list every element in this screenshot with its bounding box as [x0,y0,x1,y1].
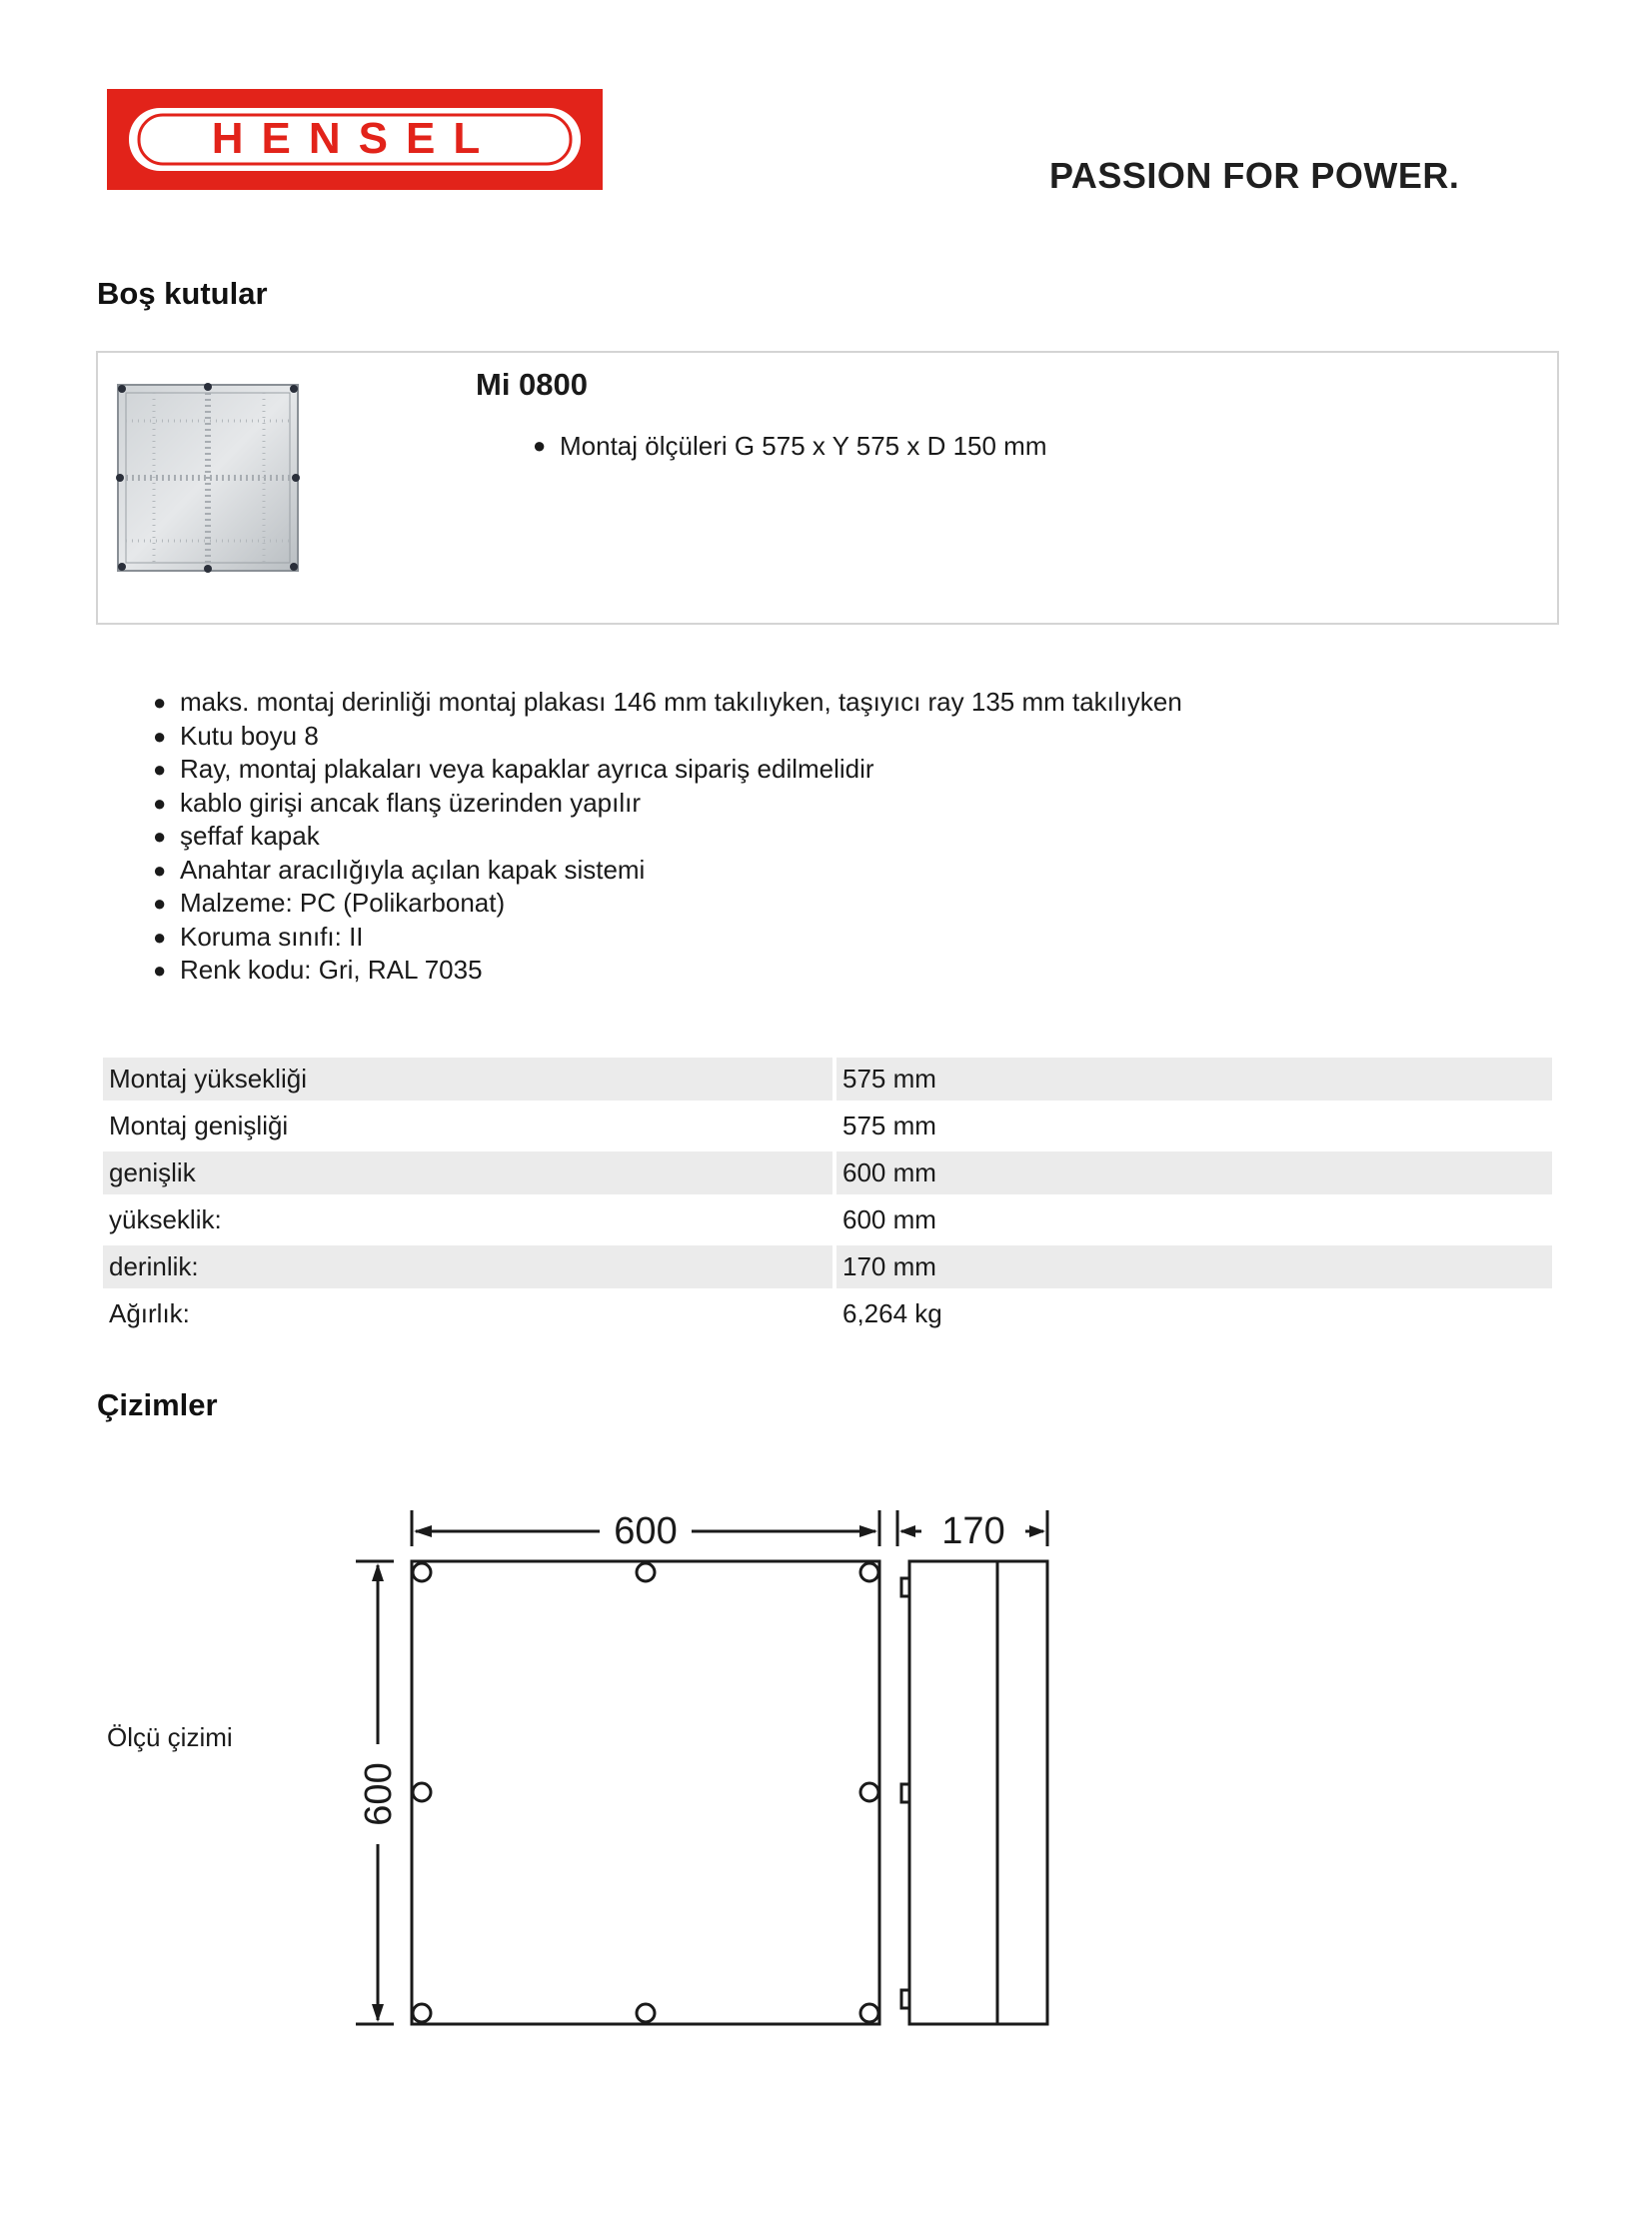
spec-value: 6,264 kg [842,1298,942,1328]
tagline: PASSION FOR POWER. [1049,155,1460,196]
bullet-icon: ● [153,891,167,916]
table-row [103,1105,1552,1147]
table-row [103,1198,1552,1241]
table-row [103,1151,1552,1194]
bullet-icon: ● [153,857,167,883]
drawing-caption: Ölçü çizimi [107,1722,233,1752]
bullet-icon: ● [153,723,167,749]
hensel-logo [107,89,603,190]
table-row [103,1292,1552,1335]
dimension-drawing [350,1494,1059,2059]
section-title-empty-boxes: Boş kutular [97,276,268,311]
spec-value: 575 mm [836,1058,1552,1101]
list-item: ● Renk kodu: Gri, RAL 7035 [180,954,1182,988]
list-item: ● Kutu boyu 8 [180,720,1182,754]
list-item: ● Ray, montaj plakaları veya kapaklar ayrıca sipariş edilmelidir [180,753,1182,787]
table-row [103,1245,1552,1288]
spec-label: derinlik: [103,1245,832,1288]
height-dimension-label: 600 [358,1762,400,1826]
bullet-icon: ● [153,757,167,782]
list-item: ● Anahtar aracılığıyla açılan kapak sistemi [180,854,1182,888]
spec-label: Montaj yüksekliği [103,1058,832,1101]
depth-dimension-label: 170 [941,1510,1005,1552]
list-item: ● Malzeme: PC (Polikarbonat) [180,887,1182,921]
bullet-icon: ● [153,924,167,950]
spec-value: 575 mm [842,1111,936,1140]
feature-list [153,686,1182,988]
table-row [103,1058,1552,1101]
bullet-icon: ● [153,824,167,849]
product-bullets [533,429,1119,463]
list-item: ● kablo girişi ancak flanş üzerinden yapılır [180,787,1182,821]
spec-value: 600 mm [842,1204,936,1234]
spec-label: genişlik [103,1151,832,1194]
bullet-icon: ● [153,790,167,816]
product-card [96,351,1559,625]
bullet-icon: ● [153,690,167,715]
spec-value: 600 mm [836,1151,1552,1194]
bullet-icon: ● [533,433,547,458]
product-name: Mi 0800 [476,367,589,402]
spec-table [99,1054,1556,1339]
logo-wordmark: HENSEL [211,114,499,163]
bullet-icon: ● [153,958,167,983]
spec-label: Ağırlık: [109,1298,190,1328]
list-item: ● Koruma sınıfı: II [180,921,1182,955]
section-title-drawings: Çizimler [97,1387,218,1422]
spec-value: 170 mm [836,1245,1552,1288]
spec-label: Montaj genişliği [109,1111,289,1140]
list-item: ● maks. montaj derinliği montaj plakası 146 mm takılıyken, taşıyıcı ray 135 mm takılıyken [180,686,1182,720]
list-item: ● şeffaf kapak [180,820,1182,854]
spec-label: yükseklik: [109,1204,222,1234]
list-item: ● Montaj ölçüleri G 575 x Y 575 x D 150 mm [533,431,1047,461]
product-image [114,381,304,586]
width-dimension-label: 600 [614,1510,678,1552]
